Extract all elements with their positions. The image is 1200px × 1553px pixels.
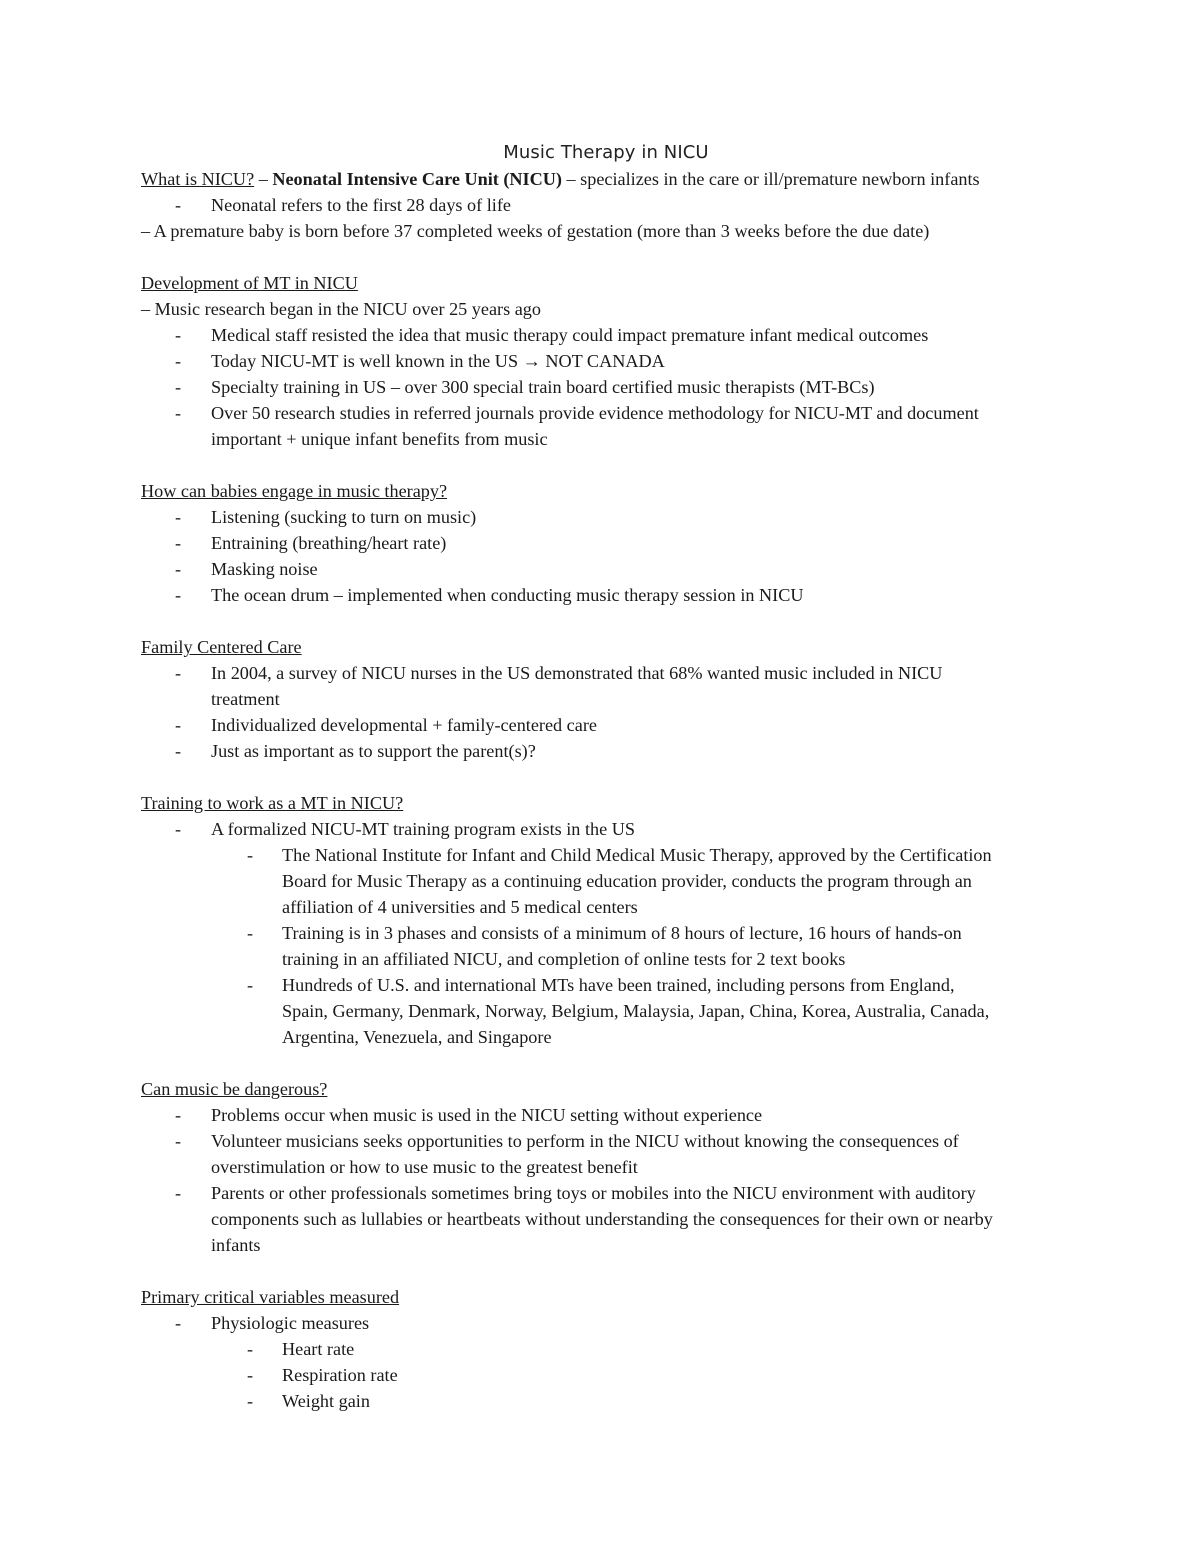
section-heading: Family Centered Care — [141, 637, 302, 657]
training-list — [141, 816, 1071, 1050]
sub-list-item — [141, 920, 1071, 972]
section-heading: Development of MT in NICU — [141, 273, 358, 293]
bullet-text-line: Board for Music Therapy as a continuing education provider, conducts the program through an — [282, 871, 972, 891]
list-item — [141, 738, 1071, 764]
bullet-text-line: affiliation of 4 universities and 5 medical centers — [282, 897, 638, 917]
engage-list — [141, 504, 1071, 608]
bullet-text-line: overstimulation or how to use music to the greatest benefit — [211, 1157, 638, 1177]
section-heading: Training to work as a MT in NICU? — [141, 793, 404, 813]
list-item — [141, 660, 1071, 712]
bullet-text: Individualized developmental + family-centered care — [211, 715, 597, 735]
bullet-text-line: Spain, Germany, Denmark, Norway, Belgium, Malaysia, Japan, China, Korea, Australia, Canada, — [282, 1001, 990, 1021]
bullet-dash: - — [175, 325, 182, 345]
list-item — [141, 582, 1071, 608]
bullet-text: Specialty training in US – over 300 special train board certified music therapists (MT-BCs) — [211, 377, 875, 397]
sub-list-item — [141, 972, 1071, 1050]
bullet-text-line: Argentina, Venezuela, and Singapore — [282, 1027, 552, 1047]
list-item — [141, 1180, 1071, 1258]
bullet-text-line: treatment — [211, 689, 280, 709]
intro-term: Neonatal Intensive Care Unit (NICU) — [272, 169, 562, 189]
bullet-text: Masking noise — [211, 559, 318, 579]
bullet-text-line: training in an affiliated NICU, and completion of online tests for 2 text books — [282, 949, 846, 969]
list-item — [141, 504, 1071, 530]
bullet-text-line: The National Institute for Infant and Child Medical Music Therapy, approved by the Certification — [282, 845, 992, 865]
bullet-text: Entraining (breathing/heart rate) — [211, 533, 447, 553]
bullet-text-line: Parents or other professionals sometimes bring toys or mobiles into the NICU environment with auditory — [211, 1183, 976, 1203]
bullet-dash: - — [175, 507, 182, 527]
bullet-dash: - — [175, 1313, 182, 1333]
section-heading: Primary critical variables measured — [141, 1287, 400, 1307]
bullet-text: Physiologic measures — [211, 1313, 370, 1333]
document-title: Music Therapy in NICU — [503, 142, 709, 163]
bullet-text: The ocean drum – implemented when conducting music therapy session in NICU — [211, 585, 804, 605]
bullet-dash: - — [247, 845, 254, 865]
bullet-text: Just as important as to support the parent(s)? — [211, 741, 536, 761]
document-page — [141, 140, 1071, 1414]
list-item — [141, 712, 1071, 738]
bullet-text: Heart rate — [282, 1339, 355, 1359]
bullet-dash: - — [175, 819, 182, 839]
bullet-dash: - — [175, 533, 182, 553]
bullet-text-line: Training is in 3 phases and consists of a minimum of 8 hours of lecture, 16 hours of hands-on — [282, 923, 962, 943]
bullet-dash: - — [175, 715, 182, 735]
bullet-dash: - — [175, 1131, 182, 1151]
section-heading: Can music be dangerous? — [141, 1079, 328, 1099]
list-item — [141, 1102, 1071, 1128]
list-item — [141, 374, 1071, 400]
family-list — [141, 660, 1071, 764]
list-item — [141, 400, 1071, 452]
list-item — [141, 530, 1071, 556]
sub-list-item — [141, 1336, 1071, 1362]
development-list — [141, 322, 1071, 452]
bullet-dash: - — [175, 377, 182, 397]
bullet-text: Medical staff resisted the idea that music therapy could impact premature infant medical outcomes — [211, 325, 929, 345]
list-item — [141, 556, 1071, 582]
list-item — [141, 322, 1071, 348]
sub-list-item — [141, 1388, 1071, 1414]
bullet-text-line: components such as lullabies or heartbeats without understanding the consequences for their own or nearby — [211, 1209, 993, 1229]
bullet-dash: - — [175, 1105, 182, 1125]
bullet-dash: - — [247, 1391, 254, 1411]
bullet-text-line: Hundreds of U.S. and international MTs have been trained, including persons from England, — [282, 975, 955, 995]
sub-list-item — [141, 1362, 1071, 1388]
bullet-dash: - — [175, 585, 182, 605]
sub-list-item — [141, 842, 1071, 920]
list-item — [141, 816, 1071, 842]
variables-list — [141, 1310, 1071, 1414]
bullet-dash: - — [175, 559, 182, 579]
list-item — [141, 192, 1071, 218]
bullet-dash: - — [175, 663, 182, 683]
bullet-text: Respiration rate — [282, 1365, 398, 1385]
bullet-text-line: In 2004, a survey of NICU nurses in the US demonstrated that 68% wanted music included in NICU — [211, 663, 943, 683]
bullet-text: A formalized NICU-MT training program exists in the US — [211, 819, 635, 839]
intro-dash: – — [254, 169, 273, 189]
bullet-dash: - — [247, 1365, 254, 1385]
list-item — [141, 1310, 1071, 1336]
bullet-dash: - — [175, 403, 182, 423]
bullet-text: Problems occur when music is used in the NICU setting without experience — [211, 1105, 763, 1125]
intro-list — [141, 192, 1071, 218]
bullet-dash: - — [247, 975, 254, 995]
bullet-text: Neonatal refers to the first 28 days of life — [211, 195, 511, 215]
bullet-dash: - — [175, 1183, 182, 1203]
bullet-dash: - — [247, 923, 254, 943]
intro-line — [141, 166, 1071, 192]
intro-rest: – specializes in the care or ill/premature newborn infants — [561, 169, 980, 189]
bullet-text: Today NICU-MT is well known in the US → NOT CANADA — [211, 351, 665, 371]
list-item — [141, 348, 1071, 374]
danger-list — [141, 1102, 1071, 1258]
bullet-dash: - — [247, 1339, 254, 1359]
bullet-text-line: Over 50 research studies in referred journals provide evidence methodology for NICU-MT and document — [211, 403, 979, 423]
bullet-text: Weight gain — [282, 1391, 370, 1411]
bullet-dash: - — [175, 195, 182, 215]
section-heading: How can babies engage in music therapy? — [141, 481, 448, 501]
bullet-text-line: Volunteer musicians seeks opportunities to perform in the NICU without knowing the consequences of — [211, 1131, 959, 1151]
bullet-text-line: infants — [211, 1235, 261, 1255]
intro-note: – A premature baby is born before 37 completed weeks of gestation (more than 3 weeks before the due date) — [141, 221, 930, 241]
bullet-text: Listening (sucking to turn on music) — [211, 507, 477, 527]
development-note: – Music research began in the NICU over 25 years ago — [141, 299, 541, 319]
bullet-dash: - — [175, 741, 182, 761]
bullet-text-line: important + unique infant benefits from music — [211, 429, 548, 449]
list-item — [141, 1128, 1071, 1180]
intro-question: What is NICU? — [141, 169, 255, 189]
bullet-dash: - — [175, 351, 182, 371]
